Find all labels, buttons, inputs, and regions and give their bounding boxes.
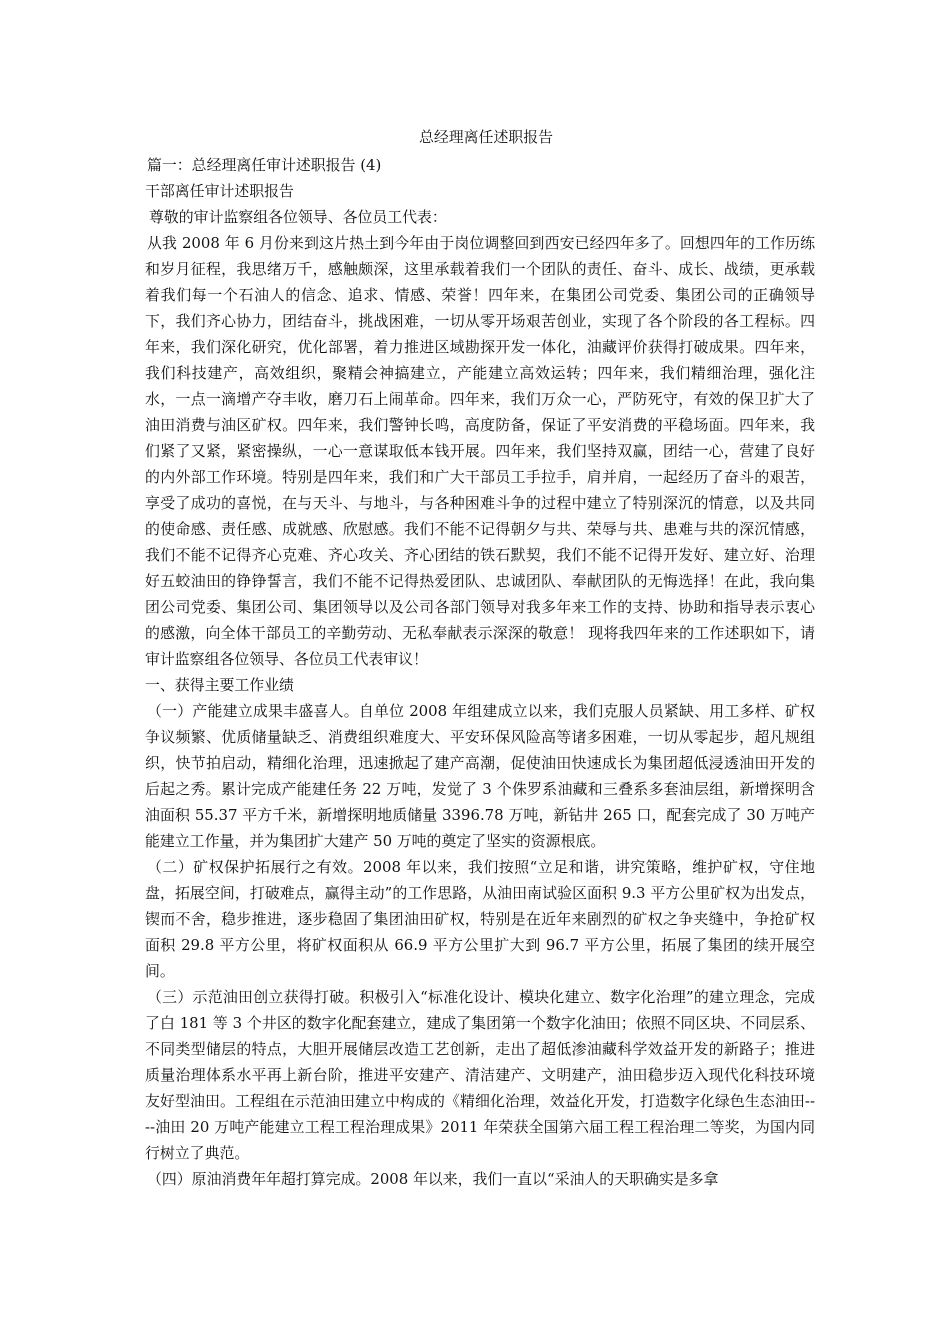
- achievement-paragraph-1: （一）产能建立成果丰盛喜人。自单位 2008 年组建成立以来，我们克服人员紧缺、用工多样、矿权争议频繁、优质储量缺乏、消费组织难度大、平安环保风险高等诸多困难，一切从零起步，超凡规组织，快节拍启动，精细化治理，迅速掀起了建产高潮，促使油田快速成长为集团超低浸透油田开发的后起之秀。累计完成产能建任务 22 万吨，发觉了 3 个侏罗系油藏和三叠系多套油层组，新增探明含油面积 55.37 平方千米，新增探明地质储量 3396.78 万吨，新钻井 265 口，配套完成了 30 万吨产能建立工作量，并为集团扩大建产 50 万吨的奠定了坚实的资源根底。: [145, 702, 815, 850]
- document-page: [145, 124, 815, 1192]
- intro-paragraph: 从我 2008 年 6 月份来到这片热土到今年由于岗位调整回到西安已经四年多了。回想四年的工作历练和岁月征程，我思绪万千，感触颇深，这里承载着我们一个团队的责任、奋斗、成长、战绩，更承载着我们每一个石油人的信念、追求、情感、荣誉！四年来，在集团公司党委、集团公司的正确领导下，我们齐心协力，团结奋斗，挑战困难，一切从零开场艰苦创业，实现了各个阶段的各工程标。四年来，我们深化研究，优化部署，着力推进区域勘探开发一体化，油藏评价获得打破成果。四年来，我们科技建产，高效组织，聚精会神搞建立，产能建立高效运转；四年来，我们精细治理，强化注水，一点一滴增产夺丰收，磨刀石上闹革命。四年来，我们万众一心，严防死守，有效的保卫扩大了油田消费与油区矿权。四年来，我们警钟长鸣，高度防备，保证了平安消费的平稳场面。四年来，我们紧了又紧，紧密操纵，一心一意谋取低本钱开展。四年来，我们坚持双赢，团结一心，营建了良好的内外部工作环境。特别是四年来，我们和广大干部员工手拉手，肩并肩，一起经历了奋斗的艰苦，享受了成功的喜悦，在与天斗、与地斗，与各种困难斗争的过程中建立了特别深沉的情意，以及共同的使命感、责任感、成就感、欣慰感。我们不能不记得朝夕与共、荣辱与共、患难与共的深沉情感，我们不能不记得齐心克难、齐心攻关、齐心团结的铁石默契，我们不能不记得开发好、建立好、治理好五蛟油田的铮铮誓言，我们不能不记得热爱团队、忠诚团队、奉献团队的无悔选择！在此，我向集团公司党委、集团公司、集团领导以及公司各部门领导对我多年来工作的支持、协助和指导表示衷心的感激，向全体干部员工的辛勤劳动、无私奉献表示深深的敬意！ 现将我四年来的工作述职如下，请审计监察组各位领导、各位员工代表审议！: [145, 234, 815, 668]
- section-heading: 一、获得主要工作业绩: [145, 676, 294, 694]
- achievement-paragraph-4: （四）原油消费年年超打算完成。2008 年以来，我们一直以“采油人的天职确实是多拿: [147, 1170, 719, 1188]
- achievement-paragraph-2: （二）矿权保护拓展行之有效。2008 年以来，我们按照“立足和谐，讲究策略，维护矿权，守住地盘，拓展空间，打破难点，赢得主动”的工作思路，从油田南试验区面积 9.3 平方公里矿权为出发点，锲而不舍，稳步推进，逐步稳固了集团油田矿权，特别是在近年来剧烈的矿权之争夹缝中，争抢矿权面积 29.8 平方公里，将矿权面积从 66.9 平方公里扩大到 96.7 平方公里，拓展了集团的续开展空间。: [145, 858, 815, 980]
- subtitle-chapter: 篇一：总经理离任审计述职报告 (4): [147, 156, 382, 174]
- subtitle-report: 干部离任审计述职报告: [145, 182, 294, 200]
- salutation: 尊敬的审计监察组各位领导、各位员工代表：: [149, 208, 447, 226]
- achievement-paragraph-3: （三）示范油田创立获得打破。积极引入“标准化设计、模块化建立、数字化治理”的建立理念，完成了白 181 等 3 个井区的数字化配套建立，建成了集团第一个数字化油田；依照不同区块、不同层系、不同类型储层的特点，大胆开展储层改造工艺创新，走出了超低渗油藏科学效益开发的新路子；推进质量治理体系水平再上新台阶，推进平安建产、清洁建产、文明建产，油田稳步迈入现代化科技环境友好型油田。工程组在示范油田建立中构成的《精细化治理，效益化开发，打造数字化绿色生态油田----油田 20 万吨产能建立工程工程治理成果》2011 年荣获全国第六届工程工程治理二等奖，为国内同行树立了典范。: [145, 988, 815, 1162]
- document-title: 总经理离任述职报告: [418, 128, 554, 146]
